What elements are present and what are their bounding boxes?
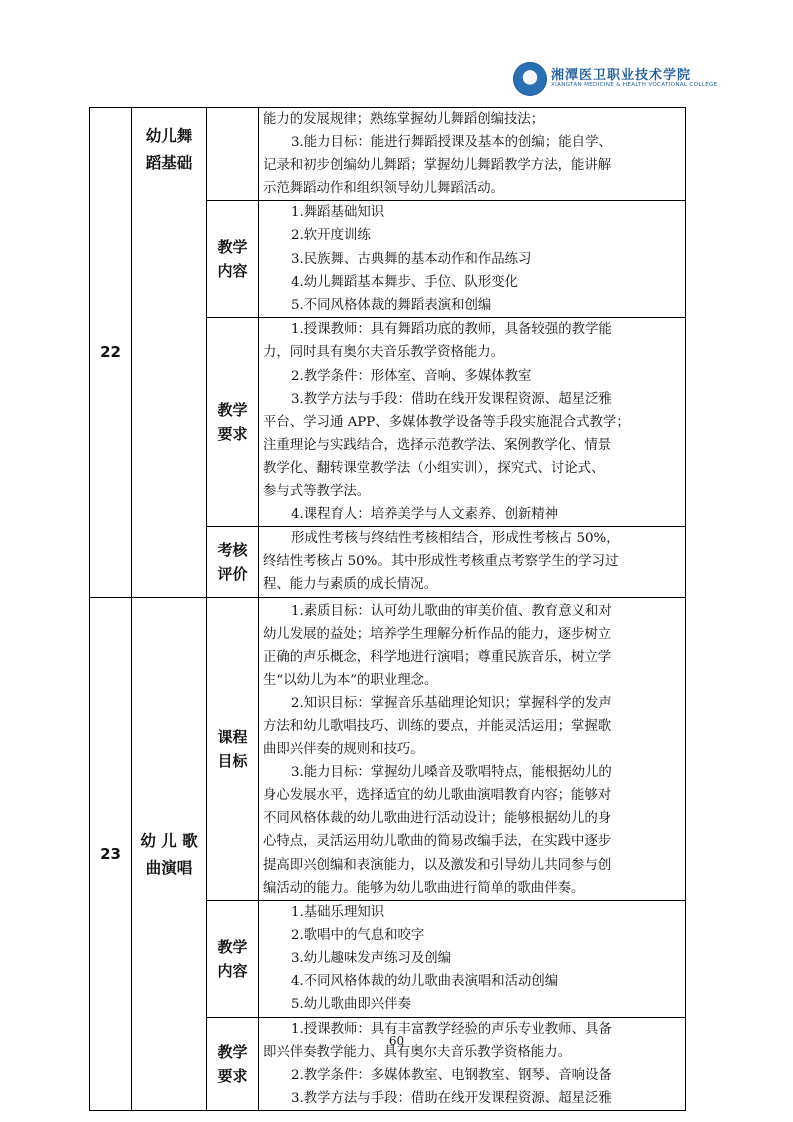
course-goals-label	[207, 108, 259, 201]
course-goals-text: 能力的发展规律；熟练掌握幼儿舞蹈创编技法； 3.能力目标：能进行舞蹈授课及基本的创编；能自学、 记录和初步创编幼儿舞蹈；掌握幼儿舞蹈教学方法，能讲解 示范舞蹈动作和组织领导幼儿舞蹈活动。	[259, 108, 686, 201]
course-goals-label: 课程 目标	[207, 597, 259, 900]
teaching-requirements-label: 教学 要求	[207, 318, 259, 527]
course-table	[89, 107, 686, 1111]
row-number: 22	[90, 108, 132, 598]
teaching-content-label: 教学 内容	[207, 201, 259, 318]
logo-chinese-name: 湘潭医卫职业技术学院	[551, 68, 692, 83]
course-name-line1: 幼 儿 歌	[140, 830, 198, 850]
college-logo	[513, 62, 718, 96]
course-goals-text: 1.素质目标：认可幼儿歌曲的审美价值、教育意义和对 幼儿发展的益处；培养学生理解分析作品的能力，逐步树立 正确的声乐概念，科学地进行演唱；尊重民族音乐，树立学 生“以幼儿为本”的职业理念。 2.知识目标：掌握音乐基础理论知识；掌握科学的发声 方法和幼儿歌唱技巧、训练的要点，并能灵活运用；掌握歌 曲即兴伴奏的规则和技巧。 3.能力目标：掌握幼儿嗓音及歌唱特点，能根据幼儿的 身心发展水平，选择适宜的幼儿歌曲演唱教育内容；能够对 不同风格体裁的幼儿歌曲进行活动设计；能够根据幼儿的身 心特点，灵活运用幼儿歌曲的简易改编手法，在实践中逐步 提高即兴创编和表演能力，以及激发和引导幼儿共同参与创 编活动的能力。能够为幼儿歌曲进行简单的歌曲伴奏。	[259, 597, 686, 900]
assessment-text: 形成性考核与终结性考核相结合，形成性考核占 50%， 终结性考核占 50%。其中形成性考核重点考察学生的学习过 程、能力与素质的成长情况。	[259, 527, 686, 597]
table-row	[90, 108, 686, 201]
course-name-line1: 幼儿舞	[145, 126, 193, 145]
teaching-content-label: 教学 内容	[207, 900, 259, 1017]
course-name-line2: 蹈基础	[145, 153, 193, 172]
course-name-line2: 曲演唱	[145, 857, 193, 877]
logo-english-name: XIANGTAN MEDICINE & HEALTH VOCATIONAL COLLEGE	[551, 82, 718, 88]
teaching-requirements-label: 教学 要求	[207, 1017, 259, 1110]
teaching-requirements-text: 1.授课教师：具有舞蹈功底的教师，具备较强的教学能 力，同时具有奥尔夫音乐教学资格能力。 2.教学条件：形体室、音响、多媒体教室 3.教学方法与手段：借助在线开发课程资源、超星泛雅 平台、学习通 APP、多媒体教学设备等手段实施混合式教学； 注重理论与实践结合，选择示范教学法、案例教学化、情景 教学化、翻转课堂教学法（小组实训），探究式、讨论式、 参与式等教学法。 4.课程育人：培养美学与人文素养、创新精神	[259, 318, 686, 527]
table-row	[90, 597, 686, 900]
teaching-requirements-text: 1.授课教师：具有丰富教学经验的声乐专业教师、具备 即兴伴奏教学能力、具有奥尔夫音乐教学资格能力。 2.教学条件：多媒体教室、电钢教室、钢琴、音响设备 3.教学方法与手段：借助在线开发课程资源、超星泛雅	[259, 1017, 686, 1110]
teaching-content-text: 1.基础乐理知识 2.歌唱中的气息和咬字 3.幼儿趣味发声练习及创编 4.不同风格体裁的幼儿歌曲表演唱和活动创编 5.幼儿歌曲即兴伴奏	[259, 900, 686, 1017]
teaching-content-text: 1.舞蹈基础知识 2.软开度训练 3.民族舞、古典舞的基本动作和作品练习 4.幼儿舞蹈基本舞步、手位、队形变化 5.不同风格体裁的舞蹈表演和创编	[259, 201, 686, 318]
page-number: 60	[388, 1034, 405, 1048]
assessment-label: 考核 评价	[207, 527, 259, 597]
course-name	[132, 108, 207, 598]
college-emblem-icon	[513, 62, 547, 96]
row-number: 23	[90, 597, 132, 1111]
